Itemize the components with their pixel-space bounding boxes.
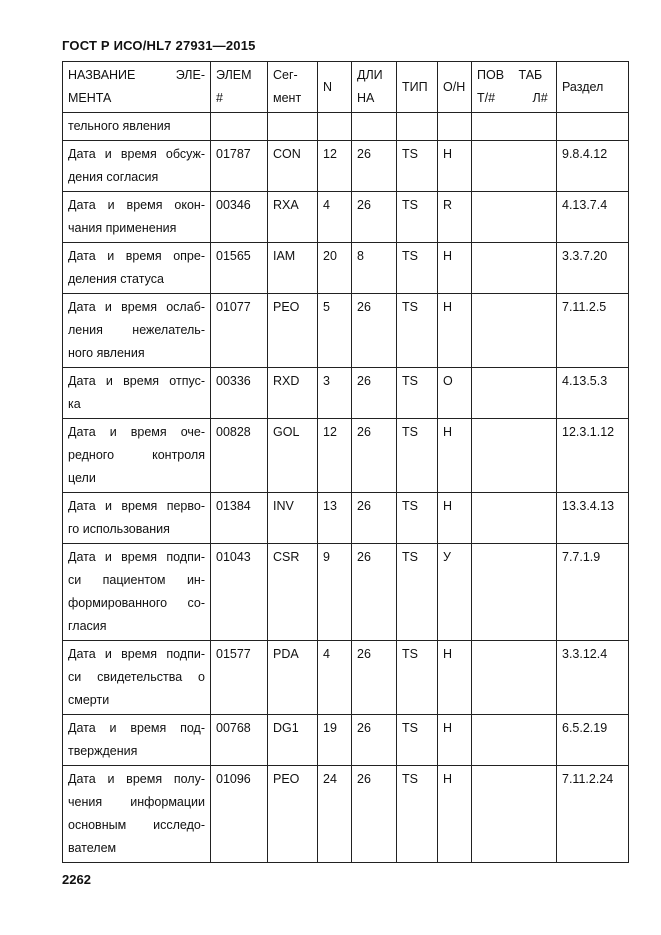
length-cell: 26 <box>352 715 397 766</box>
tab-cell <box>514 294 557 368</box>
empty-cell <box>472 113 514 141</box>
n-cell: 12 <box>318 419 352 493</box>
segment-cell: PEO <box>268 294 318 368</box>
element-name-line: Дата и время опре- <box>68 249 205 263</box>
element-name-line: вателем <box>68 841 117 855</box>
element-name-cell <box>63 493 211 544</box>
pov-cell <box>472 641 514 715</box>
n-cell: 4 <box>318 192 352 243</box>
empty-cell <box>268 113 318 141</box>
n-cell: 19 <box>318 715 352 766</box>
elem-cell: 00346 <box>211 192 268 243</box>
length-cell: 26 <box>352 294 397 368</box>
type-cell: TS <box>397 192 438 243</box>
oh-cell: О <box>438 368 472 419</box>
pov-cell <box>472 419 514 493</box>
section-cell: 9.8.4.12 <box>557 141 629 192</box>
section-cell: 7.11.2.24 <box>557 766 629 863</box>
length-cell: 26 <box>352 544 397 641</box>
element-name-line: Дата и время полу- <box>68 772 205 786</box>
type-cell: TS <box>397 493 438 544</box>
oh-cell: Н <box>438 141 472 192</box>
length-cell: 8 <box>352 243 397 294</box>
section-cell: 4.13.7.4 <box>557 192 629 243</box>
element-name-line: редного контроля <box>68 448 205 462</box>
section-cell: 7.11.2.5 <box>557 294 629 368</box>
header-oh: О/Н <box>438 62 472 113</box>
length-cell: 26 <box>352 419 397 493</box>
oh-cell: Н <box>438 641 472 715</box>
oh-cell: Н <box>438 419 472 493</box>
element-name-line: смерти <box>68 693 110 707</box>
elem-cell: 01565 <box>211 243 268 294</box>
length-cell: 26 <box>352 641 397 715</box>
section-cell: 3.3.12.4 <box>557 641 629 715</box>
type-cell: TS <box>397 419 438 493</box>
element-name-line: ка <box>68 397 81 411</box>
elem-cell: 01043 <box>211 544 268 641</box>
length-cell: 26 <box>352 192 397 243</box>
type-cell: TS <box>397 641 438 715</box>
pov-cell <box>472 294 514 368</box>
element-name-cell <box>63 715 211 766</box>
segment-cell: PEO <box>268 766 318 863</box>
segment-cell: PDA <box>268 641 318 715</box>
element-name-cell <box>63 294 211 368</box>
tab-cell <box>514 493 557 544</box>
pov-cell <box>472 715 514 766</box>
element-name-line: формированного со- <box>68 596 205 610</box>
header-n: N <box>318 62 352 113</box>
type-cell: TS <box>397 294 438 368</box>
table-row <box>63 243 629 294</box>
element-name-line: гласия <box>68 619 107 633</box>
element-name-line: основным исследо- <box>68 818 205 832</box>
element-name-line: чания применения <box>68 221 177 235</box>
segment-cell: GOL <box>268 419 318 493</box>
header-type: ТИП <box>397 62 438 113</box>
n-cell: 3 <box>318 368 352 419</box>
table-row <box>63 419 629 493</box>
section-cell: 3.3.7.20 <box>557 243 629 294</box>
table-row <box>63 141 629 192</box>
page-number: 2262 <box>62 872 91 887</box>
element-name-cell <box>63 141 211 192</box>
tab-cell <box>514 766 557 863</box>
document-title: ГОСТ Р ИСО/HL7 27931—2015 <box>62 38 256 53</box>
elem-cell: 00828 <box>211 419 268 493</box>
header-name-part-2: ЭЛЕ- <box>175 68 205 82</box>
elem-cell: 01096 <box>211 766 268 863</box>
tab-cell <box>514 243 557 294</box>
type-cell: TS <box>397 368 438 419</box>
element-name-line: си свидетельства о <box>68 670 205 684</box>
section-cell: 6.5.2.19 <box>557 715 629 766</box>
elem-cell: 01077 <box>211 294 268 368</box>
header-name <box>63 62 211 113</box>
empty-cell <box>557 113 629 141</box>
empty-cell <box>352 113 397 141</box>
element-name-line: Дата и время ослаб- <box>68 300 205 314</box>
element-name-cell <box>63 192 211 243</box>
table-row <box>63 294 629 368</box>
header-segment-line-1: Сег- <box>273 68 298 82</box>
type-cell: TS <box>397 766 438 863</box>
element-name-line: ного явления <box>68 346 145 360</box>
element-name-line: тверждения <box>68 744 138 758</box>
element-name-line: ления нежелатель- <box>68 323 205 337</box>
element-name-line: дения согласия <box>68 170 159 184</box>
header-pov-line-1: ПОВ <box>477 68 505 82</box>
oh-cell: Н <box>438 294 472 368</box>
elem-cell: 00336 <box>211 368 268 419</box>
table-row <box>63 766 629 863</box>
header-section: Раздел <box>557 62 629 113</box>
segment-cell: IAM <box>268 243 318 294</box>
oh-cell: Н <box>438 715 472 766</box>
empty-cell <box>318 113 352 141</box>
empty-cell <box>438 113 472 141</box>
element-name-cell <box>63 368 211 419</box>
empty-cell <box>397 113 438 141</box>
tab-cell <box>514 641 557 715</box>
element-name-line: го использования <box>68 522 170 536</box>
n-cell: 12 <box>318 141 352 192</box>
header-length <box>352 62 397 113</box>
element-name-cell <box>63 641 211 715</box>
pov-cell <box>472 192 514 243</box>
segment-cell: RXD <box>268 368 318 419</box>
pov-cell <box>472 368 514 419</box>
element-name-line: Дата и время обсуж- <box>68 147 205 161</box>
element-name-cell <box>63 544 211 641</box>
element-name-cell <box>63 766 211 863</box>
oh-cell: Н <box>438 766 472 863</box>
header-name-part-1: НАЗВАНИЕ <box>68 68 136 82</box>
data-elements-table <box>62 61 629 863</box>
element-name-line: чения информации <box>68 795 205 809</box>
header-segment <box>268 62 318 113</box>
element-name-line: Дата и время подпи- <box>68 647 205 661</box>
pov-cell <box>472 141 514 192</box>
element-name-line: цели <box>68 471 96 485</box>
header-tab-line-1: ТАБ <box>518 68 543 82</box>
oh-cell: Н <box>438 243 472 294</box>
segment-cell: CON <box>268 141 318 192</box>
section-cell: 12.3.1.12 <box>557 419 629 493</box>
type-cell: TS <box>397 715 438 766</box>
segment-cell: RXA <box>268 192 318 243</box>
segment-cell: CSR <box>268 544 318 641</box>
pov-cell <box>472 766 514 863</box>
element-name-line: Дата и время подпи- <box>68 550 205 564</box>
table-row <box>63 715 629 766</box>
section-cell: 4.13.5.3 <box>557 368 629 419</box>
elem-cell: 01787 <box>211 141 268 192</box>
n-cell: 4 <box>318 641 352 715</box>
type-cell: TS <box>397 243 438 294</box>
length-cell: 26 <box>352 141 397 192</box>
header-elem-line-1: ЭЛЕМ <box>216 68 252 82</box>
tab-cell <box>514 141 557 192</box>
header-elem-line-2: # <box>216 91 223 105</box>
oh-cell: У <box>438 544 472 641</box>
table-row <box>63 544 629 641</box>
element-name-cell <box>63 419 211 493</box>
oh-cell: R <box>438 192 472 243</box>
section-cell: 13.3.4.13 <box>557 493 629 544</box>
n-cell: 13 <box>318 493 352 544</box>
n-cell: 20 <box>318 243 352 294</box>
length-cell: 26 <box>352 493 397 544</box>
header-elem <box>211 62 268 113</box>
element-name-line: си пациентом ин- <box>68 573 205 587</box>
header-name-part-3: МЕНТА <box>68 91 112 105</box>
pov-cell <box>472 544 514 641</box>
table-header-row <box>63 62 629 113</box>
header-length-line-2: НА <box>357 91 375 105</box>
header-pov <box>472 62 514 113</box>
segment-cell: DG1 <box>268 715 318 766</box>
element-name-line: Дата и время окон- <box>68 198 205 212</box>
tab-cell <box>514 368 557 419</box>
table-row <box>63 493 629 544</box>
header-segment-line-2: мент <box>273 91 302 105</box>
tab-cell <box>514 419 557 493</box>
length-cell: 26 <box>352 766 397 863</box>
pov-cell <box>472 493 514 544</box>
continuation-row <box>63 113 629 141</box>
element-name-line: Дата и время отпус- <box>68 374 205 388</box>
length-cell: 26 <box>352 368 397 419</box>
tab-cell <box>514 544 557 641</box>
n-cell: 24 <box>318 766 352 863</box>
empty-cell <box>514 113 557 141</box>
pov-cell <box>472 243 514 294</box>
element-name-line: Дата и время оче- <box>68 425 205 439</box>
element-name-line: Дата и время под- <box>68 721 205 735</box>
header-tab-line-2: Л# <box>532 91 548 105</box>
header-tab <box>514 62 557 113</box>
n-cell: 9 <box>318 544 352 641</box>
empty-cell <box>211 113 268 141</box>
type-cell: TS <box>397 544 438 641</box>
tab-cell <box>514 715 557 766</box>
header-length-line-1: ДЛИ <box>357 68 383 82</box>
continuation-name: тельного явления <box>63 113 211 141</box>
table-row <box>63 641 629 715</box>
table-row <box>63 368 629 419</box>
table-row <box>63 192 629 243</box>
element-name-line: деления статуса <box>68 272 164 286</box>
tab-cell <box>514 192 557 243</box>
element-name-line: Дата и время перво- <box>68 499 205 513</box>
section-cell: 7.7.1.9 <box>557 544 629 641</box>
element-name-cell <box>63 243 211 294</box>
oh-cell: Н <box>438 493 472 544</box>
n-cell: 5 <box>318 294 352 368</box>
elem-cell: 01384 <box>211 493 268 544</box>
segment-cell: INV <box>268 493 318 544</box>
type-cell: TS <box>397 141 438 192</box>
header-pov-line-2: Т/# <box>477 91 496 105</box>
elem-cell: 00768 <box>211 715 268 766</box>
elem-cell: 01577 <box>211 641 268 715</box>
